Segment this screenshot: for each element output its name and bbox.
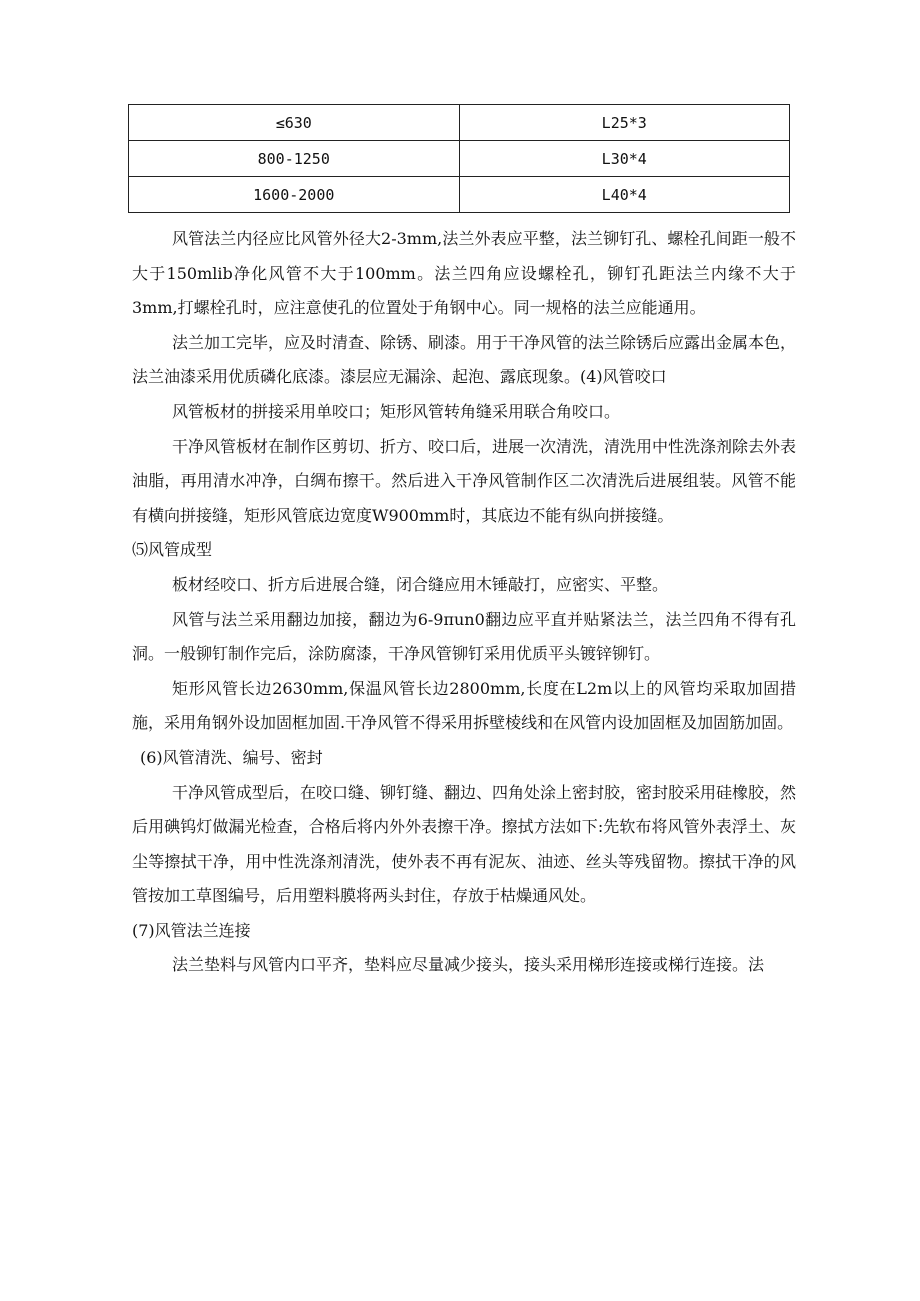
heading-cleaning-sealing: (6)风管清洗、编号、密封 (140, 747, 323, 767)
angle-steel-cell: L30*4 (459, 141, 790, 177)
heading-duct-forming: ⑸风管成型 (132, 540, 213, 560)
body-text (132, 222, 796, 983)
paragraph-flange-dimensions: 风管法兰内径应比风管外径大2-3mm,法兰外表应平整，法兰铆钉孔、螺栓孔间距一般不大于150mlib净化风管不大于100mm。法兰四角应设螺栓孔，铆钉孔距法兰内缘不大于3mm,打螺栓孔时，应注意使孔的位置处于角钢中心。同一规格的法兰应能通用。 (132, 229, 796, 318)
paragraph-sealing: 干净风管成型后，在咬口缝、铆钉缝、翻边、四角处涂上密封胶，密封胶采用硅橡胶，然后用碘钨灯做漏光检查，合格后将内外外表擦干净。擦拭方法如下:先软布将风管外表浮土、灰尘等擦拭干净，用中性洗涤剂清洗，使外表不再有泥灰、油迹、丝头等残留物。擦拭干净的风管按加工草图编号，后用塑料膜将两头封住，存放于枯燥通风处。 (132, 782, 797, 906)
paragraph-flange-connection: 风管与法兰采用翻边加接，翻边为6-9πun0翻边应平直并贴紧法兰，法兰四角不得有孔洞。一般铆钉制作完后，涂防腐漆，干净风管铆钉采用优质平头镀锌铆钉。 (132, 609, 796, 664)
duct-size-cell: 1600-2000 (129, 177, 460, 213)
paragraph-cleaning-assembly: 干净风管板材在制作区剪切、折方、咬口后，进展一次清洗，清洗用中性洗涤剂除去外表油脂，再用清水冲净，白绸布擦干。然后进入干净风管制作区二次清洗后进展组装。风管不能有横向拼接缝，矩形风管底边宽度W900mm时，其底边不能有纵向拼接缝。 (132, 436, 797, 525)
table-row (129, 177, 790, 213)
table-row (129, 141, 790, 177)
paragraph-reinforcement: 矩形风管长边2630mm,保温风管长边2800mm,长度在L2m以上的风管均采取加固措施，采用角钢外设加固框加固.干净风管不得采用拆壁棱线和在风管内设加固框及加固筋加固。 (132, 678, 796, 733)
duct-size-cell: ≤630 (129, 105, 460, 141)
heading-flange-joint: (7)风管法兰连接 (132, 920, 251, 940)
table-row (129, 105, 790, 141)
duct-size-cell: 800-1250 (129, 141, 460, 177)
paragraph-gasket: 法兰垫料与风管内口平齐，垫料应尽量减少接头，接头采用梯形连接或梯行连接。法 (172, 955, 765, 975)
angle-steel-cell: L40*4 (459, 177, 790, 213)
paragraph-flange-finishing: 法兰加工完毕，应及时清查、除锈、刷漆。用于干净风管的法兰除锈后应露出金属本色，法兰油漆采用优质磷化底漆。漆层应无漏涂、起泡、露底现象。(4)风管咬口 (132, 332, 797, 387)
angle-steel-cell: L25*3 (459, 105, 790, 141)
paragraph-seam-closing: 板材经咬口、折方后进展合缝，闭合缝应用木锤敲打，应密实、平整。 (172, 574, 669, 594)
paragraph-seam-joints: 风管板材的拼接采用单咬口；矩形风管转角缝采用联合角咬口。 (172, 401, 621, 421)
flange-spec-table (128, 104, 790, 213)
